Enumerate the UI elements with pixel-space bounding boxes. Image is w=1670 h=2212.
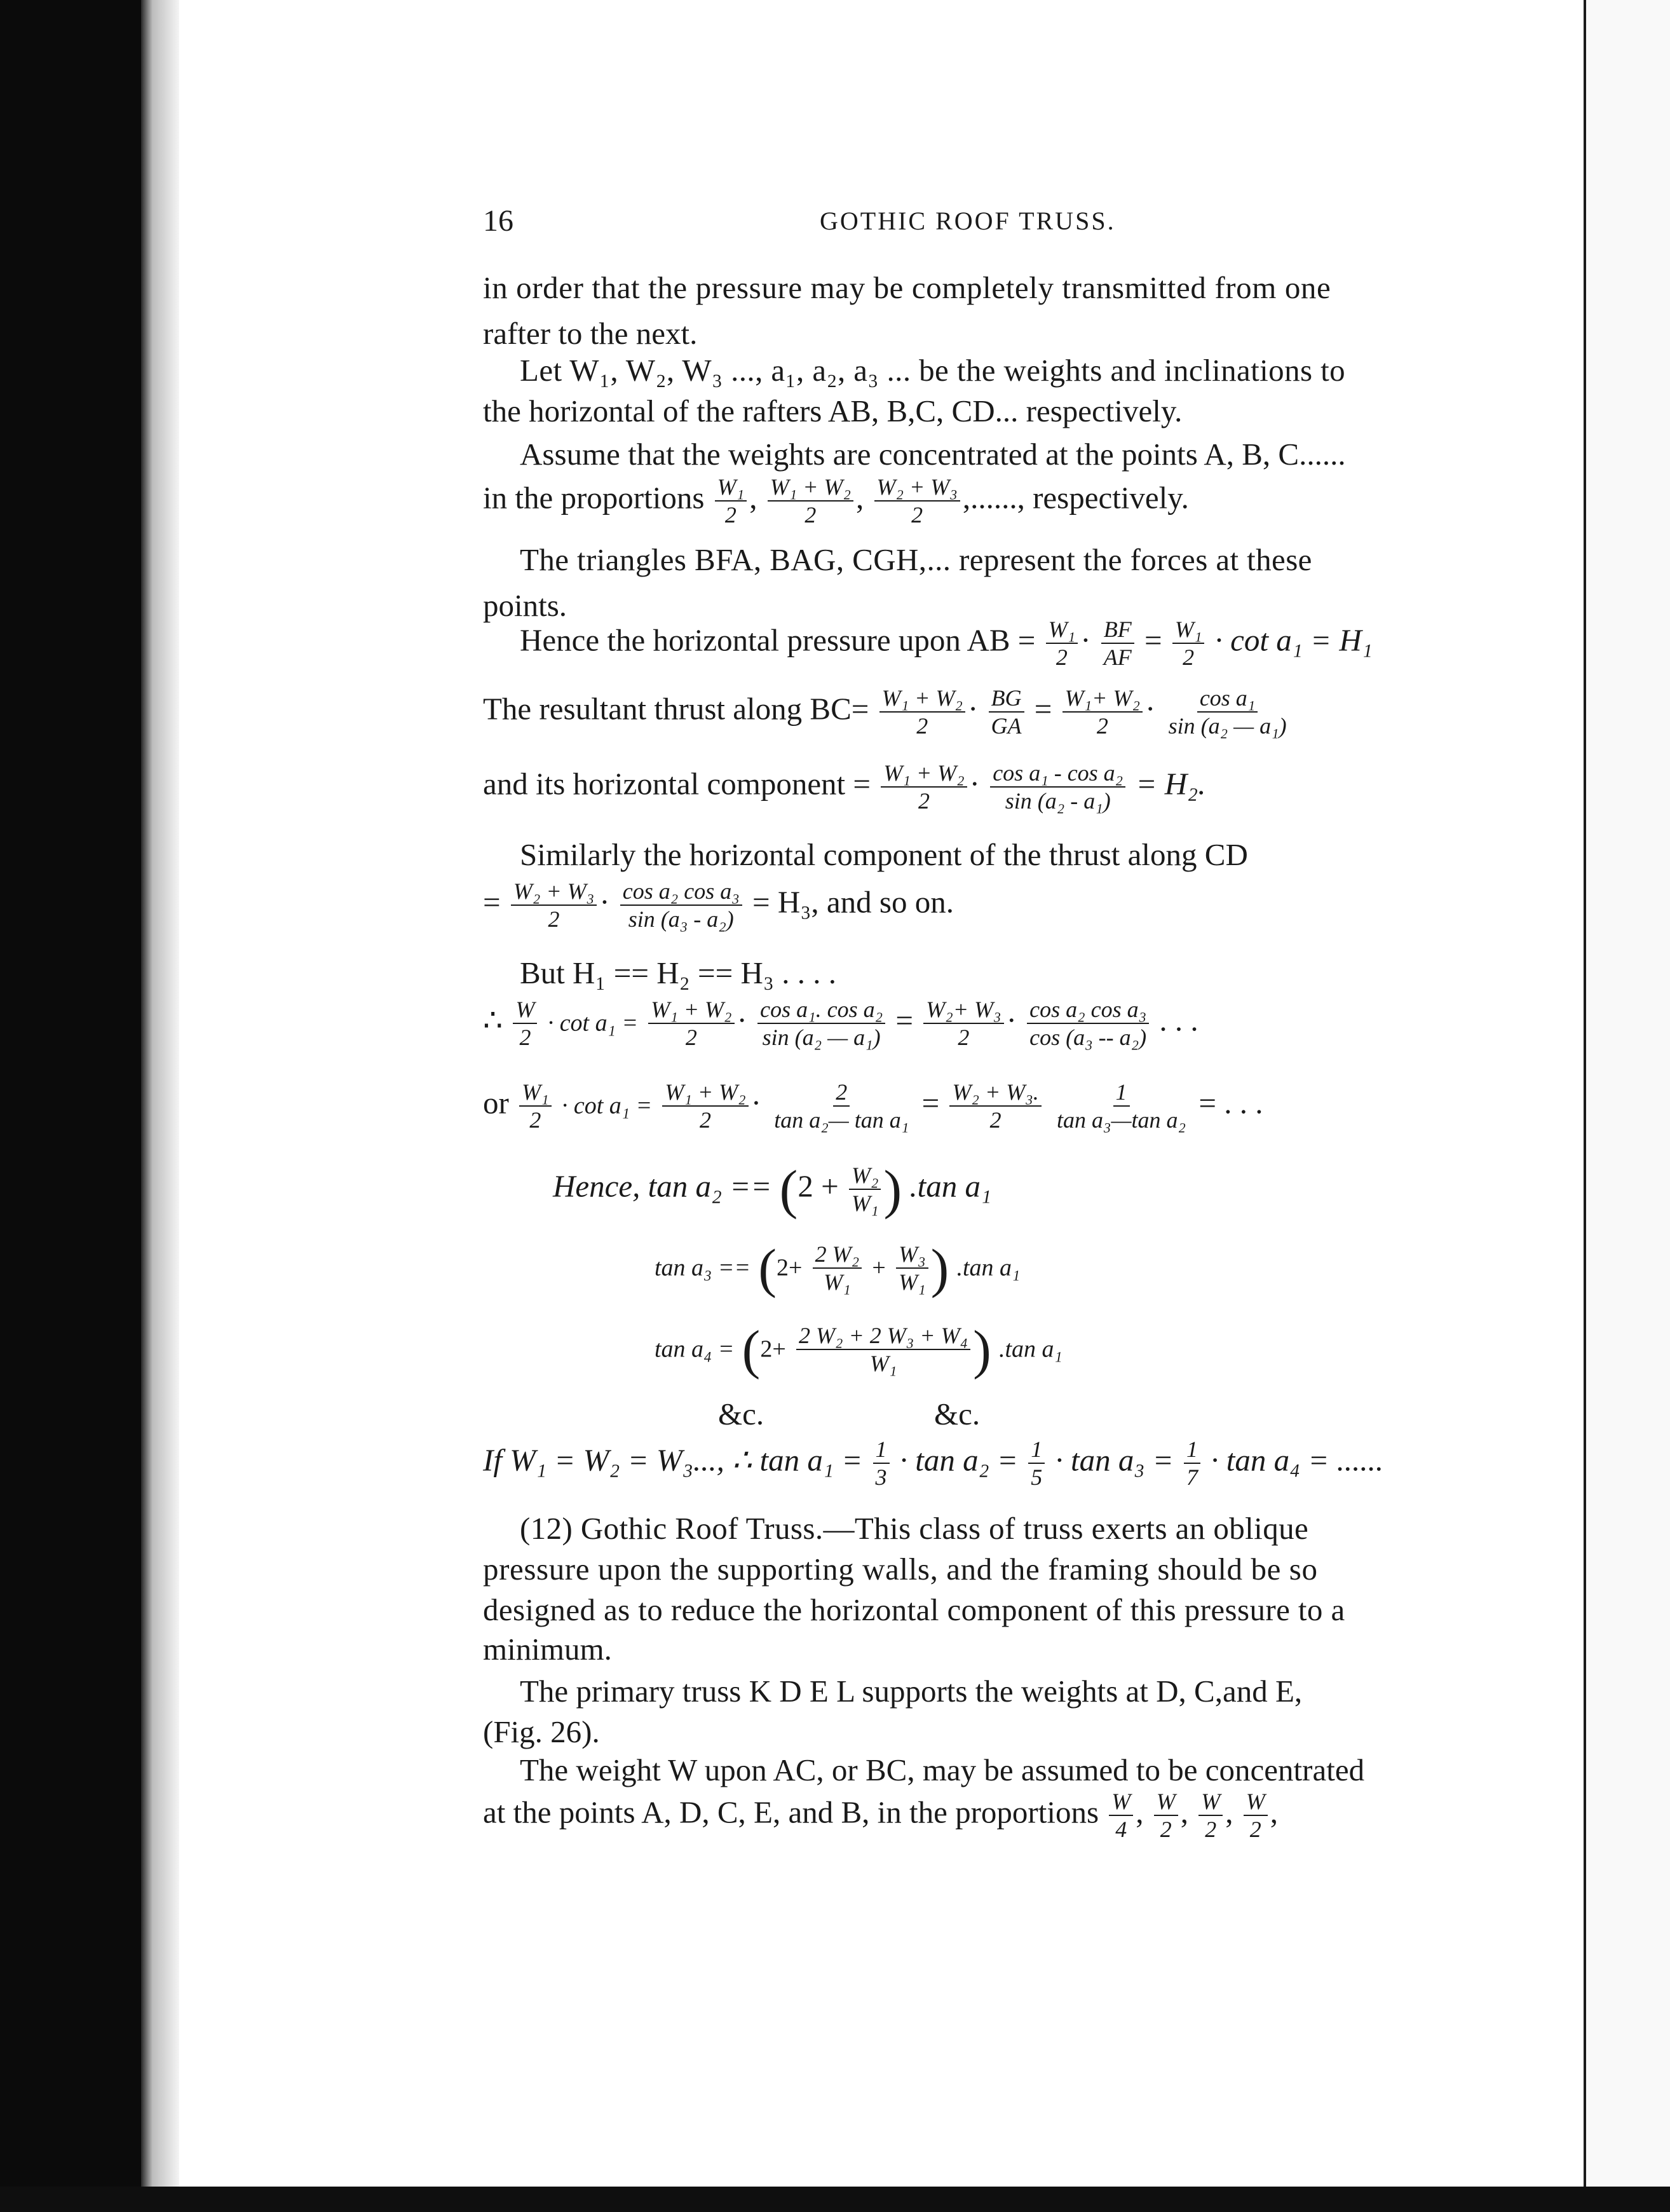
text-line-28: The weight W upon AC, or BC, may be assumed to be concentrated <box>520 1752 1365 1787</box>
scan-border-left <box>0 0 141 2212</box>
equation-therefore: ∴ $\frac{W}{2}$ · cot a₁ = $\frac{\text{W₁ + W₂}}{2}$ · $\frac{\text{cos a₁. cos a₂}}{\text{sin (a₂ — a₁)}}$ = $\frac{\text{W₂+ W₃}}{2}$ · $\frac{\text{cos a₂ cos a₃}}{\text{cos (a₃ -- a₂)}}$ . . . <box>483 997 1198 1050</box>
fraction: $\frac{\text{W₂ + W₃.}}{2}$ <box>949 1081 1041 1131</box>
fraction: $\frac{\text{W₂ + W₃}}{2}$ <box>511 880 597 931</box>
equation-tan-a3: tan a₃ == (2+ $\frac{\text{2 W₂}}{\text{W₁}}$ + $\frac{\text{W₃}}{\text{W₁}}$ ) .tan a₁ <box>655 1238 1021 1299</box>
text-line-26: The primary truss K D E L supports the weights at D, C,and E, <box>520 1674 1303 1709</box>
text-line-2: rafter to the next. <box>483 316 698 351</box>
fraction: $\frac{\text{W₂+ W₃}}{2}$ <box>923 998 1003 1049</box>
scan-page-edge <box>141 0 179 2212</box>
fraction: $\frac{\text{cos a₁. cos a₂}}{\text{sin (a₂ — a₁)}}$ <box>757 998 885 1049</box>
text-line-27: (Fig. 26). <box>483 1714 600 1749</box>
fraction: $\frac{\text{W₁ + W₂}}{2}$ <box>648 998 734 1049</box>
equation-proportions: in the proportions $\frac{\text{W₁}}{2}$ , $\frac{\text{W₁ + W₂}}{2}$ , $\frac{\text{W₂ + W₃}}{2}$ ,......, respectively. <box>483 474 1189 528</box>
fraction: $\frac{\text{W₁ + W₂}}{2}$ <box>879 686 965 737</box>
fraction: $\frac{\text{W₁ + W₂}}{2}$ <box>881 761 967 812</box>
fraction: $\frac{\text{W₁}}{2}$ <box>715 475 747 526</box>
text-line-25: minimum. <box>483 1632 612 1667</box>
book-page <box>483 0 1462 2187</box>
fraction: $\frac{\text{2 W₂}}{\text{W₁}}$ <box>813 1243 862 1294</box>
fraction: $\frac{\text{W₁}}{2}$ <box>519 1081 552 1131</box>
text-line-23: pressure upon the supporting walls, and the framing should be so <box>483 1552 1318 1587</box>
fraction: $\frac{W}{2}$ <box>1244 1790 1268 1841</box>
fraction: $\frac{W}{2}$ <box>1154 1790 1178 1841</box>
fraction: $\frac{1}{\text{tan a₃—tan a₂}}$ <box>1057 1079 1186 1133</box>
fraction: $\frac{\text{W₁+ W₂}}{2}$ <box>1062 686 1143 737</box>
text-line-8: points. <box>483 588 567 623</box>
fraction: $\frac{BF}{AF}$ <box>1101 618 1134 669</box>
equation-resultant-thrust: The resultant thrust along BC= $\frac{\text{W₁ + W₂}}{2}$ · $\frac{BG}{GA}$ = $\frac{\text{W₁+ W₂}}{2}$ · $\frac{\text{cos a₁}}{\text{sin (a₂ — a₁)}}$ <box>483 686 1292 737</box>
fraction: $\frac{2}{\text{tan a₂— tan a₁}}$ <box>774 1079 909 1133</box>
text-line-12: Similarly the horizontal component of the thrust along CD <box>520 837 1248 872</box>
proportions-label: in the proportions <box>483 480 705 515</box>
text-line-3: Let W₁, W₂, W₃ ..., a₁, a₂, a₃ ... be the weights and inclinations to <box>520 353 1346 388</box>
fraction: $\frac{W}{4}$ <box>1109 1790 1133 1841</box>
equation-tan-a4: tan a₄ = (2+ $\frac{\text{2 W₂ + 2 W₃ + W₄}}{\text{W₁}}$ ) .tan a₁ <box>655 1319 1062 1380</box>
fraction: $\frac{\text{W₁ + W₂}}{2}$ <box>768 475 853 526</box>
fraction: $\frac{\text{W₂}}{\text{W₁}}$ <box>849 1164 881 1215</box>
fraction: $\frac{BG}{GA}$ <box>989 686 1024 737</box>
fraction: $\frac{\text{cos a₂ cos a₃}}{\text{sin (a₃ - a₂)}}$ <box>620 880 742 931</box>
fraction: $\frac{1}{3}$ <box>873 1438 890 1489</box>
fraction: $\frac{\text{W₂ + W₃}}{2}$ <box>874 475 960 526</box>
fraction: $\frac{\text{W₁}}{2}$ <box>1046 618 1078 669</box>
text-line-5: Assume that the weights are concentrated at the points A, B, C...... <box>520 437 1346 472</box>
text-line-4: the horizontal of the rafters AB, B,C, CD... respectively. <box>483 393 1183 428</box>
fraction: $\frac{1}{7}$ <box>1184 1438 1200 1489</box>
fraction: $\frac{\text{W₁}}{2}$ <box>1172 618 1205 669</box>
fraction: $\frac{W}{2}$ <box>513 998 537 1049</box>
fraction: $\frac{\text{W₁ + W₂}}{2}$ <box>662 1081 748 1131</box>
fraction: $\frac{\text{cos a₁}}{\text{sin (a₂ — a₁)}}$ <box>1168 685 1287 739</box>
text-line-29: at the points A, D, C, E, and B, in the proportions $\frac{W}{4}$ , $\frac{W}{2}$ , $\frac{W}{2}$ , $\frac{W}{2}$ , <box>483 1789 1279 1842</box>
etc-right: &c. <box>934 1396 981 1431</box>
equation-horizontal-component: and its horizontal component = $\frac{\text{W₁ + W₂}}{2}$ · $\frac{\text{cos a₁ - cos a₂}}{\text{sin (a₂ - a₁)}}$ = H₂. <box>483 760 1206 814</box>
page-number: 16 <box>483 204 513 238</box>
text-line-14: But H₁ == H₂ == H₃ . . . . <box>520 955 836 990</box>
equation-equal-weights: If W₁ = W₂ = W₃..., ∴ tan a₁ = $\frac{1}{3}$ · tan a₂ = $\frac{1}{5}$ · tan a₃ = $\frac{1}{7}$ · tan a₄ = ...... <box>483 1437 1384 1490</box>
text-line-24: designed as to reduce the horizontal component of this pressure to a <box>483 1592 1345 1627</box>
text-line-1: in order that the pressure may be completely transmitted from one <box>483 270 1331 305</box>
text-line-7: The triangles BFA, BAG, CGH,... represent the forces at these <box>520 542 1312 577</box>
fraction: $\frac{\text{cos a₁ - cos a₂}}{\text{sin (a₂ - a₁)}}$ <box>990 761 1125 812</box>
fraction: $\frac{\text{W₃}}{\text{W₁}}$ <box>896 1243 928 1294</box>
fraction: $\frac{W}{2}$ <box>1198 1790 1223 1841</box>
etc-left: &c. <box>718 1396 764 1431</box>
equation-h3: = $\frac{\text{W₂ + W₃}}{2}$ · $\frac{\text{cos a₂ cos a₃}}{\text{sin (a₃ - a₂)}}$ = H₃, and so on. <box>483 878 954 932</box>
fraction: $\frac{\text{cos a₂ cos a₃}}{\text{cos (a₃ -- a₂)}}$ <box>1027 998 1149 1049</box>
text-line-22: (12) Gothic Roof Truss.—This class of truss exerts an oblique <box>520 1511 1309 1546</box>
scan-border-right <box>1584 0 1670 2212</box>
equation-tan-a2: Hence, tan a₂ == (2 + $\frac{\text{W₂}}{\text{W₁}}$ ) .tan a₁ <box>553 1159 992 1220</box>
running-title: GOTHIC ROOF TRUSS. <box>820 207 1116 235</box>
fraction: $\frac{\text{2 W₂ + 2 W₃ + W₄}}{\text{W₁}}$ <box>796 1324 970 1375</box>
equation-horizontal-pressure: Hence the horizontal pressure upon AB = $\frac{\text{W₁}}{2}$ · $\frac{BF}{AF}$ = $\frac{\text{W₁}}{2}$ · cot a₁ = H₁ <box>520 617 1373 670</box>
scan-border-bottom <box>0 2187 1670 2212</box>
fraction: $\frac{1}{5}$ <box>1028 1438 1045 1489</box>
equation-or: or $\frac{\text{W₁}}{2}$ · cot a₁ = $\frac{\text{W₁ + W₂}}{2}$ · $\frac{2}{\text{tan a₂— tan a₁}}$ = $\frac{\text{W₂ + W₃.}}{2}$ $\frac{1}{\text{tan a₃—tan a₂}}$ = . . . <box>483 1079 1263 1133</box>
